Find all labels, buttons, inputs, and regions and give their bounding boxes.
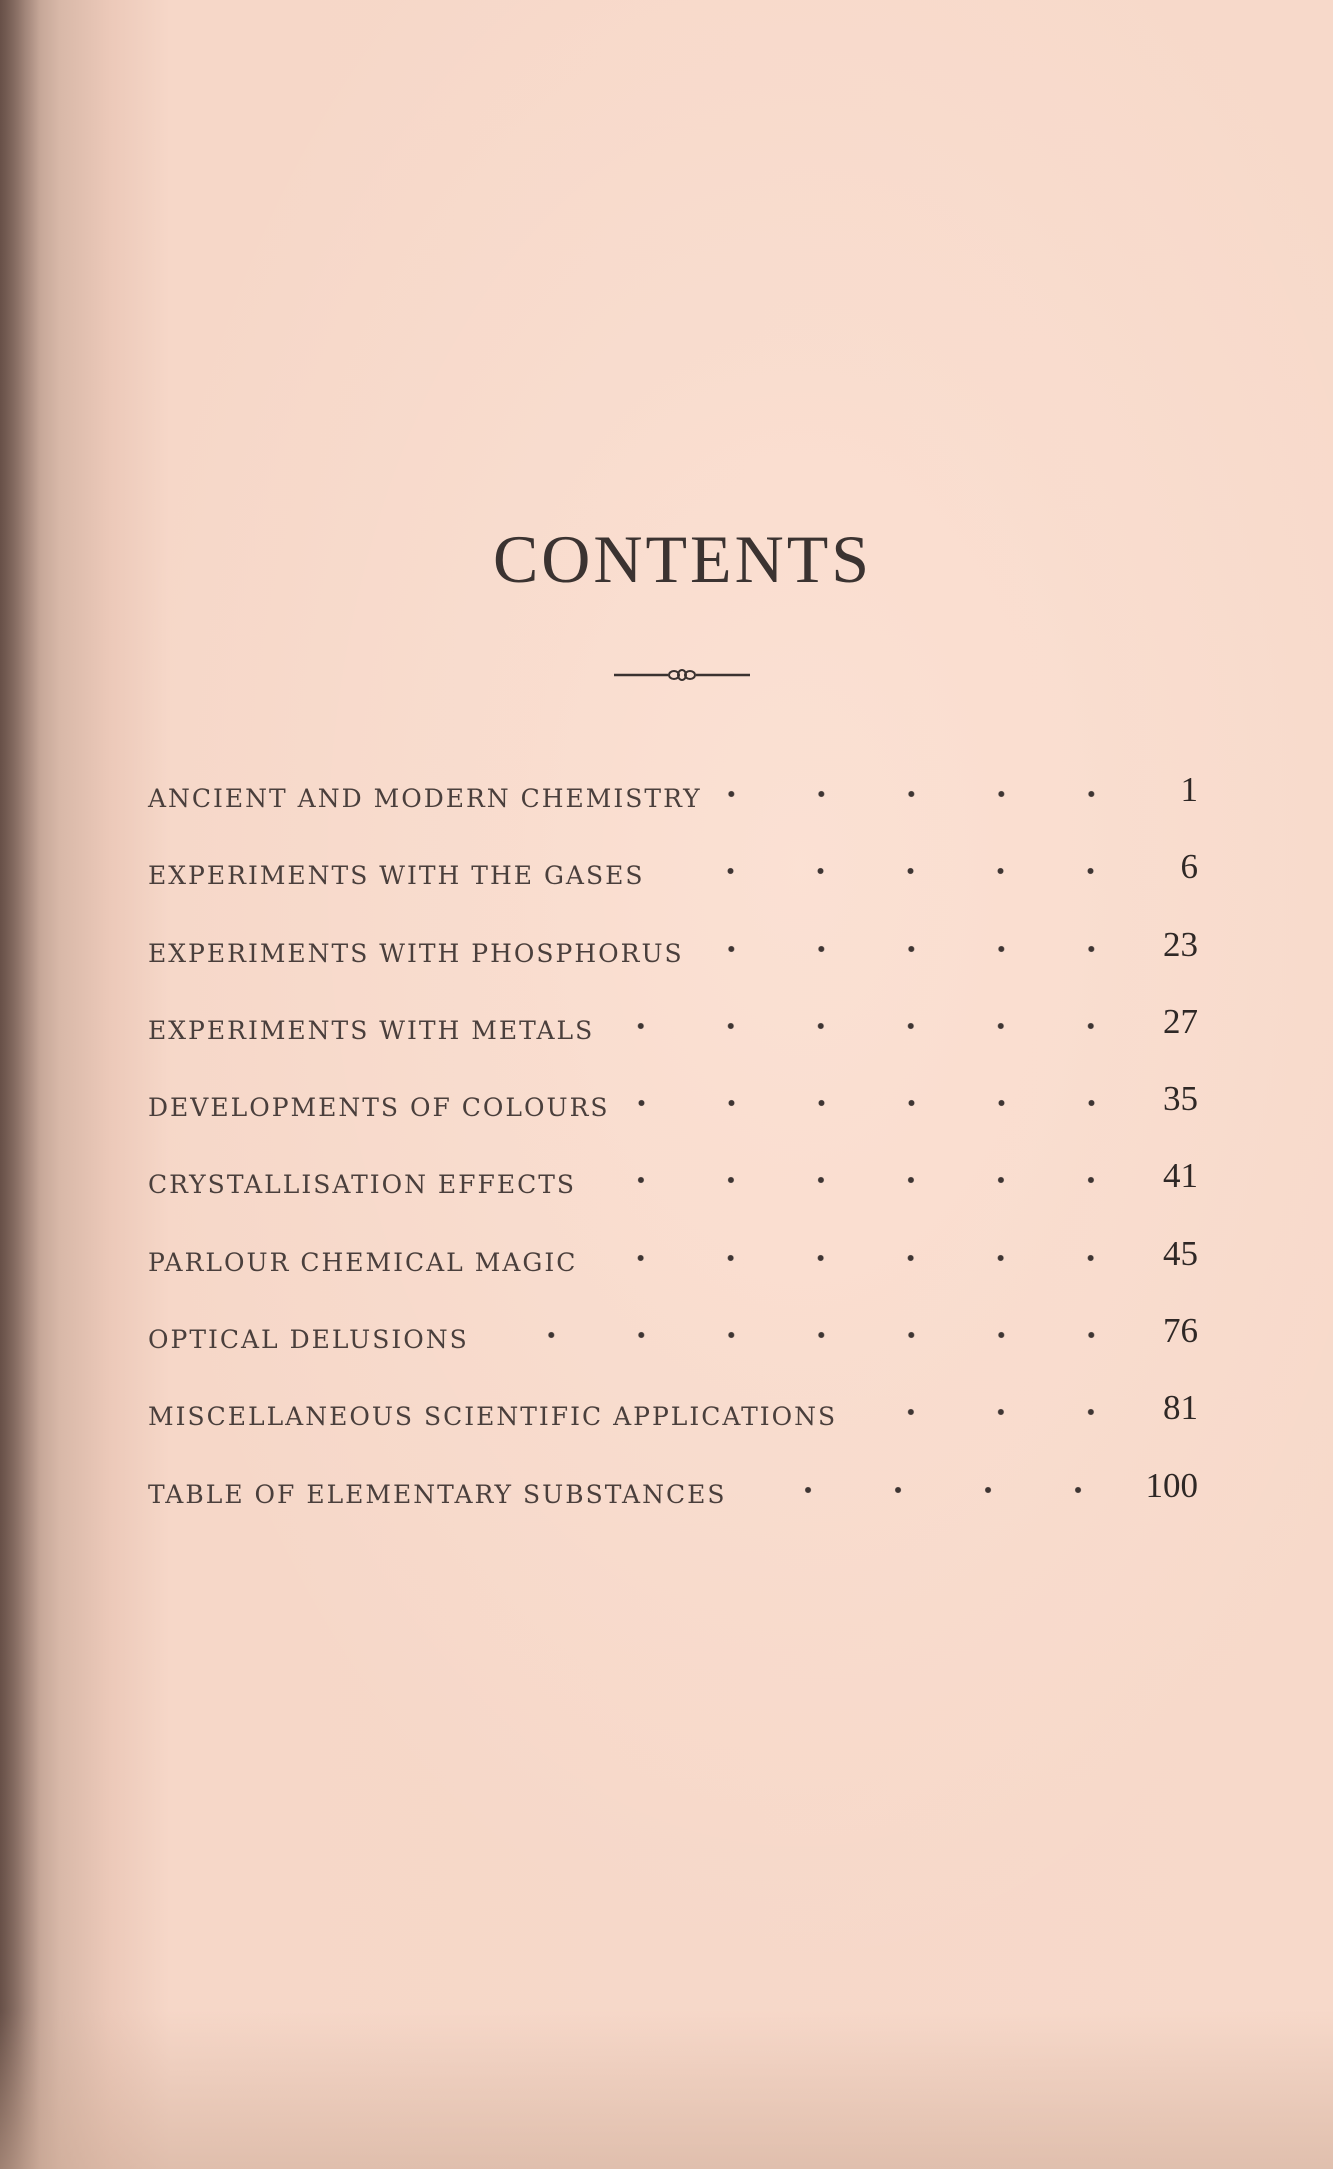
toc-entry	[148, 925, 1198, 1002]
toc-entry-title: MISCELLANEOUS SCIENTIFIC APPLICATIONS	[148, 1402, 838, 1432]
dot-leader	[658, 851, 1144, 891]
contents-heading: CONTENTS	[492, 521, 873, 597]
toc-entry	[148, 770, 1198, 847]
dot-leader	[698, 929, 1144, 969]
toc-entry-title: DEVELOPMENTS OF COLOURS	[148, 1093, 610, 1123]
toc-entry	[148, 1466, 1198, 1543]
page-stain	[0, 2009, 1333, 2169]
toc-entry-page: 41	[1163, 1156, 1198, 1196]
toc-entry-page: 23	[1163, 924, 1198, 964]
toc-entry-title: EXPERIMENTS WITH PHOSPHORUS	[148, 938, 684, 968]
toc-entry-page: 81	[1163, 1388, 1198, 1428]
toc-entry-title: EXPERIMENTS WITH THE GASES	[148, 861, 645, 891]
dot-leader	[716, 774, 1144, 814]
toc-entry-title: OPTICAL DELUSIONS	[148, 1325, 469, 1355]
toc-entry-page: 45	[1163, 1233, 1198, 1273]
toc-entry-title: PARLOUR CHEMICAL MAGIC	[148, 1247, 578, 1277]
toc-entry	[148, 1388, 1198, 1465]
dot-leader	[851, 1392, 1144, 1432]
dot-leader	[608, 1006, 1144, 1046]
toc-entry-title: TABLE OF ELEMENTARY SUBSTANCES	[148, 1479, 727, 1509]
toc-entry-page: 35	[1163, 1079, 1198, 1119]
toc-entry	[148, 1002, 1198, 1079]
toc-entry-page: 6	[1180, 847, 1198, 887]
table-of-contents	[148, 770, 1198, 1543]
toc-entry-title: CRYSTALLISATION EFFECTS	[148, 1170, 577, 1200]
toc-entry	[148, 1156, 1198, 1233]
ornament-divider-icon	[612, 663, 752, 687]
dot-leader	[590, 1160, 1144, 1200]
toc-entry	[148, 1311, 1198, 1388]
dot-leader	[591, 1238, 1144, 1278]
toc-entry	[148, 1079, 1198, 1156]
toc-entry-page: 100	[1145, 1465, 1198, 1505]
toc-entry-page: 76	[1163, 1311, 1198, 1351]
toc-entry-title: ANCIENT AND MODERN CHEMISTRY	[148, 784, 702, 813]
toc-entry	[148, 847, 1198, 924]
toc-entry-page: 1	[1180, 770, 1198, 809]
spine-shadow	[0, 0, 40, 2169]
dot-leader	[624, 1083, 1144, 1123]
toc-entry-page: 27	[1163, 1001, 1198, 1041]
dot-leader	[740, 1470, 1131, 1510]
toc-entry	[148, 1234, 1198, 1311]
dot-leader	[483, 1315, 1144, 1355]
toc-entry-title: EXPERIMENTS WITH METALS	[148, 1015, 595, 1045]
